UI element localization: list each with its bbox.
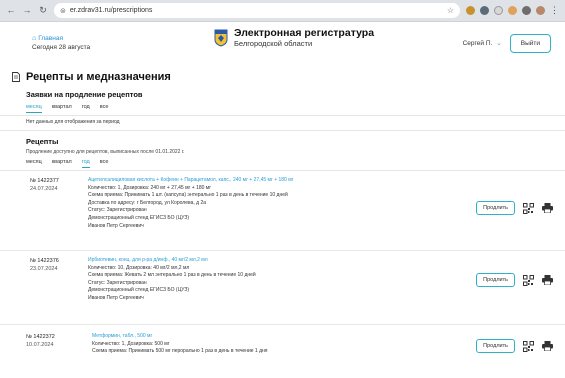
renewals-heading: Заявки на продление рецептов (26, 90, 143, 99)
print-icon[interactable] (542, 275, 553, 285)
tab-all[interactable]: все (99, 104, 109, 110)
recipes-note: Продление доступно для рецептов, выписанных после 01.01.2022 г. (26, 149, 185, 155)
brand-subtitle: Белгородской области (234, 39, 313, 48)
recipe-detail: Демонстрационный стенд ЕГИСЗ БО (ЦУЗ) (88, 287, 190, 294)
reload-icon[interactable]: ↻ (39, 5, 47, 15)
tab-month[interactable]: месяц (26, 104, 42, 113)
page-title: Рецепты и медназначения (26, 71, 171, 83)
recipe-detail: Количество: 10, Дозировка: 40 мг/2 мл,2 мл (88, 264, 190, 271)
recipe-detail: Схема приема: Принимать 1 шт. (капсула) энтерально 1 раз в день в течение 10 дней (88, 192, 288, 199)
recipe-detail: Схема приема: Жевать 2 мл энтерально 1 раз в день в течение 10 дней (88, 272, 256, 279)
bookmark-star-icon[interactable]: ☆ (446, 6, 454, 15)
logout-button[interactable]: Выйти (510, 34, 551, 53)
home-icon: ⌂ (32, 35, 37, 42)
recipe-record (0, 171, 565, 251)
home-link-label: Главная (38, 35, 63, 42)
site-info-icon[interactable]: ⊜ (60, 7, 66, 15)
qr-code-icon[interactable] (523, 341, 534, 352)
user-menu[interactable] (463, 39, 502, 47)
page-title-row (0, 64, 565, 86)
url-text: er.zdrav31.ru/prescriptions (69, 7, 153, 14)
tab-quarter[interactable]: квартал (51, 159, 72, 165)
forward-icon[interactable]: → (22, 5, 32, 15)
recipe-number: № 1422376 (30, 258, 59, 264)
document-icon (12, 72, 20, 82)
chevron-down-icon: ⌄ (496, 40, 502, 47)
tab-all[interactable]: все (99, 159, 109, 165)
drug-link[interactable]: Ирбиотевин, конц. для р-ра д/инф., 40 мг/2 мл,2 мл (88, 257, 208, 263)
drug-link[interactable]: Метформин, табл., 500 мг (92, 333, 153, 339)
extensions-puzzle-icon[interactable] (522, 6, 531, 15)
home-link[interactable] (32, 34, 90, 43)
recipe-detail: Количество: 1, Дозировка: 500 мг (92, 340, 170, 347)
region-emblem-icon (214, 29, 228, 47)
profile-avatar[interactable] (536, 6, 545, 15)
app-header (0, 22, 565, 64)
address-bar[interactable] (54, 3, 460, 18)
recipes-period-tabs (26, 159, 565, 170)
prolong-button[interactable]: Продлить (476, 273, 515, 287)
back-icon[interactable]: ← (6, 5, 16, 15)
print-icon[interactable] (542, 203, 553, 213)
recipe-detail: Количество: 1, Дозировка: 240 мг + 27,45 мг + 180 мг (88, 184, 212, 191)
user-name: Сергей П. (462, 40, 493, 47)
recipe-detail: Статус: Зарегистрирован (88, 207, 147, 214)
recipe-date: 24.07.2024 (30, 186, 58, 192)
recipe-record (0, 325, 565, 365)
recipe-detail: Иванов Петр Сергеевич (88, 294, 144, 301)
recipe-detail: Статус: Зарегистрирован (88, 279, 147, 286)
browser-menu-icon[interactable]: ⋮ (550, 5, 559, 15)
recipe-date: 10.07.2024 (26, 342, 54, 348)
renewals-period-tabs (26, 104, 565, 115)
tab-quarter[interactable]: квартал (51, 104, 72, 110)
browser-toolbar (0, 0, 565, 22)
prolong-button[interactable]: Продлить (476, 201, 515, 215)
prolong-button[interactable]: Продлить (476, 339, 515, 353)
brand-title: Электронная регистратура (234, 27, 375, 39)
extension-icon[interactable] (466, 6, 475, 15)
print-icon[interactable] (542, 341, 553, 351)
extension-icon[interactable] (480, 6, 489, 15)
recipe-record (0, 251, 565, 325)
tab-month[interactable]: месяц (26, 159, 42, 165)
drug-link[interactable]: Ацетилсалициловая кислота + Кофеин + Парацетамол, капс., 240 мг + 27,45 мг + 180 мг (88, 177, 294, 183)
today-date: Сегодня 28 августа (32, 44, 91, 51)
qr-code-icon[interactable] (523, 275, 534, 286)
qr-code-icon[interactable] (523, 203, 534, 214)
recipe-detail: Схема приема: Принимать 500 мг перорально 1 раз в день в течение 1 дня (92, 348, 268, 355)
recipes-heading: Рецепты (26, 137, 59, 146)
recipe-date: 23.07.2024 (30, 266, 58, 272)
empty-state-text: Нет данных для отображения за период (26, 119, 120, 125)
extension-icon[interactable] (508, 6, 517, 15)
recipe-detail: Иванов Петр Сергеевич (88, 222, 144, 229)
recipe-number: № 1422377 (30, 178, 59, 184)
extension-icon[interactable] (494, 6, 503, 15)
recipe-detail: Демонстрационный стенд ЕГИСЗ БО (ЦУЗ) (88, 214, 190, 221)
recipe-detail: Доставка по адресу: г Белгород, ул Королева, д 2а (88, 199, 207, 206)
brand[interactable] (214, 28, 374, 48)
tab-year[interactable]: год (81, 104, 90, 110)
tab-year[interactable]: год (82, 159, 90, 168)
recipe-number: № 1422372 (26, 334, 55, 340)
